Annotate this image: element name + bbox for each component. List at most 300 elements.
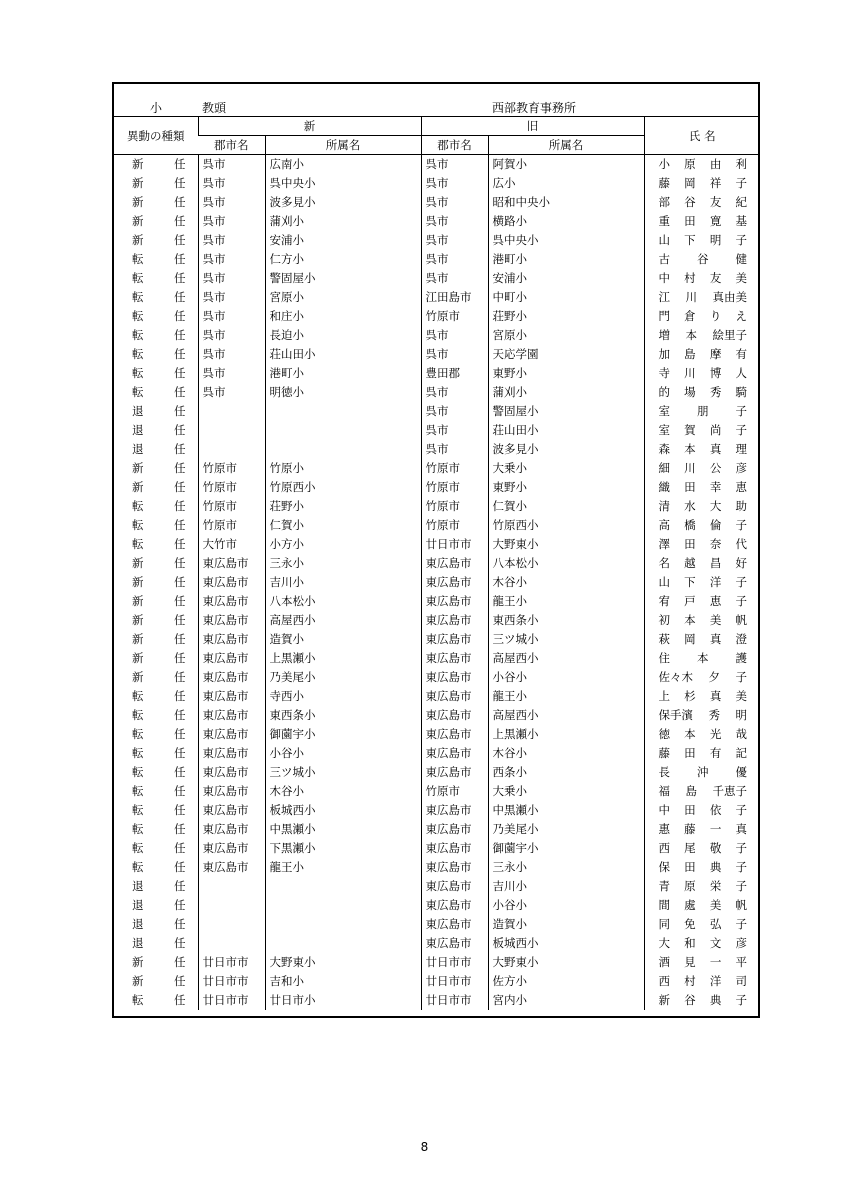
transfer-type-cell-parts: 転 任 — [132, 347, 186, 361]
new-city-cell: 廿日市市 — [198, 991, 265, 1010]
table-row — [114, 174, 760, 193]
old-school-cell: 東野小 — [488, 364, 644, 383]
new-city-cell: 呉市 — [198, 269, 265, 288]
table-row — [114, 250, 760, 269]
old-school-cell: 中町小 — [488, 288, 644, 307]
table-row — [114, 193, 760, 212]
old-school-cell: 吉川小 — [488, 877, 644, 896]
person-name-cell-parts: 室 朋 子 — [658, 404, 747, 418]
transfer-type-cell — [114, 383, 198, 402]
new-school-cell — [265, 915, 421, 934]
table-row — [114, 858, 760, 877]
old-city-cell: 竹原市 — [421, 307, 488, 326]
person-name-cell-parts: 同 免 弘 子 — [658, 917, 747, 931]
old-city-cell: 東広島市 — [421, 839, 488, 858]
transfer-type-cell — [114, 763, 198, 782]
person-name-cell — [644, 725, 760, 744]
new-school-cell: 荘野小 — [265, 497, 421, 516]
transfer-type-cell — [114, 592, 198, 611]
transfer-type-cell-parts: 転 任 — [132, 860, 186, 874]
old-school-cell: 龍王小 — [488, 687, 644, 706]
old-city-cell: 東広島市 — [421, 896, 488, 915]
person-name-cell-parts: 西 村 洋 司 — [658, 974, 747, 988]
new-school-cell: 三ツ城小 — [265, 763, 421, 782]
person-name-cell — [644, 193, 760, 212]
transfer-type-cell-parts: 転 任 — [132, 746, 186, 760]
transfer-type-cell-parts: 転 任 — [132, 252, 186, 266]
transfer-type-cell-parts: 新 任 — [132, 480, 186, 494]
new-city-cell: 呉市 — [198, 155, 265, 175]
person-name-cell-parts: 加 島 摩 有 — [658, 347, 747, 361]
new-school-cell: 三永小 — [265, 554, 421, 573]
person-name-cell — [644, 288, 760, 307]
old-city-cell: 呉市 — [421, 402, 488, 421]
transfer-type-cell — [114, 250, 198, 269]
person-name-cell-parts: 住 本 護 — [658, 651, 747, 665]
new-school-cell: 寺西小 — [265, 687, 421, 706]
old-school-cell: 中黒瀬小 — [488, 801, 644, 820]
table-row — [114, 326, 760, 345]
table-row — [114, 497, 760, 516]
old-school-cell: 木谷小 — [488, 573, 644, 592]
old-school-cell: 板城西小 — [488, 934, 644, 953]
table-row — [114, 573, 760, 592]
person-name-cell — [644, 402, 760, 421]
old-city-cell: 呉市 — [421, 269, 488, 288]
transfer-type-cell — [114, 193, 198, 212]
transfer-type-cell — [114, 744, 198, 763]
new-school-cell: 和庄小 — [265, 307, 421, 326]
person-name-cell — [644, 497, 760, 516]
new-city-cell: 呉市 — [198, 364, 265, 383]
person-name-cell-parts: 室 賀 尚 子 — [658, 423, 747, 437]
header-old: 旧 — [421, 117, 644, 136]
person-name-cell — [644, 440, 760, 459]
old-school-cell: 大野東小 — [488, 535, 644, 554]
transfer-type-cell-parts: 転 任 — [132, 727, 186, 741]
person-name-cell — [644, 972, 760, 991]
person-name-cell — [644, 535, 760, 554]
new-school-cell: 波多見小 — [265, 193, 421, 212]
new-city-cell: 東広島市 — [198, 668, 265, 687]
old-city-cell: 東広島市 — [421, 744, 488, 763]
old-school-cell: 三ツ城小 — [488, 630, 644, 649]
transfer-type-cell — [114, 288, 198, 307]
old-city-cell: 呉市 — [421, 326, 488, 345]
table-row — [114, 611, 760, 630]
table-row — [114, 516, 760, 535]
old-city-cell: 竹原市 — [421, 497, 488, 516]
new-school-cell: 造賀小 — [265, 630, 421, 649]
new-school-cell: 竹原小 — [265, 459, 421, 478]
new-city-cell: 東広島市 — [198, 687, 265, 706]
new-city-cell: 呉市 — [198, 193, 265, 212]
new-city-cell — [198, 421, 265, 440]
table-row — [114, 706, 760, 725]
transfer-type-cell — [114, 725, 198, 744]
new-school-cell — [265, 440, 421, 459]
table-row — [114, 915, 760, 934]
old-city-cell: 江田島市 — [421, 288, 488, 307]
new-city-cell — [198, 915, 265, 934]
new-city-cell: 呉市 — [198, 326, 265, 345]
transfer-type-cell-parts: 新 任 — [132, 556, 186, 570]
old-city-cell: 呉市 — [421, 250, 488, 269]
old-school-cell: 横路小 — [488, 212, 644, 231]
transfer-type-cell-parts: 転 任 — [132, 328, 186, 342]
person-name-cell — [644, 516, 760, 535]
transfer-type-cell — [114, 801, 198, 820]
old-city-cell: 豊田郡 — [421, 364, 488, 383]
person-name-cell — [644, 269, 760, 288]
new-school-cell: 廿日市小 — [265, 991, 421, 1010]
person-name-cell — [644, 573, 760, 592]
header-old-city: 郡市名 — [421, 136, 488, 155]
person-name-cell-parts: 間 處 美 帆 — [658, 898, 747, 912]
new-city-cell: 東広島市 — [198, 839, 265, 858]
new-city-cell — [198, 402, 265, 421]
person-name-cell — [644, 250, 760, 269]
new-school-cell: 港町小 — [265, 364, 421, 383]
old-school-cell: 三永小 — [488, 858, 644, 877]
old-school-cell: 宮内小 — [488, 991, 644, 1010]
old-school-cell: 天応学園 — [488, 345, 644, 364]
transfer-type-cell — [114, 440, 198, 459]
new-city-cell: 廿日市市 — [198, 972, 265, 991]
table-row — [114, 687, 760, 706]
transfer-type-cell-parts: 退 任 — [132, 917, 186, 931]
old-school-cell: 仁賀小 — [488, 497, 644, 516]
old-school-cell: 蒲刈小 — [488, 383, 644, 402]
table-row — [114, 991, 760, 1010]
old-school-cell: 高屋西小 — [488, 649, 644, 668]
old-school-cell: 高屋西小 — [488, 706, 644, 725]
new-school-cell: 東西条小 — [265, 706, 421, 725]
transfer-type-cell — [114, 706, 198, 725]
table-titlebar — [114, 84, 758, 116]
transfer-type-cell — [114, 155, 198, 175]
new-city-cell: 呉市 — [198, 231, 265, 250]
person-name-cell — [644, 345, 760, 364]
table-row — [114, 535, 760, 554]
transfer-type-cell — [114, 573, 198, 592]
old-school-cell: 大乗小 — [488, 459, 644, 478]
new-city-cell — [198, 934, 265, 953]
old-city-cell: 竹原市 — [421, 478, 488, 497]
table-row — [114, 801, 760, 820]
header-name: 氏 名 — [644, 117, 760, 155]
transfer-type-cell — [114, 402, 198, 421]
person-name-cell — [644, 820, 760, 839]
person-name-cell — [644, 155, 760, 175]
person-name-cell — [644, 839, 760, 858]
transfer-type-cell-parts: 転 任 — [132, 993, 186, 1007]
new-city-cell: 竹原市 — [198, 478, 265, 497]
new-school-cell: 高屋西小 — [265, 611, 421, 630]
old-school-cell: 昭和中央小 — [488, 193, 644, 212]
old-school-cell: 竹原西小 — [488, 516, 644, 535]
old-school-cell: 呉中央小 — [488, 231, 644, 250]
header-new-city: 郡市名 — [198, 136, 265, 155]
person-name-cell-parts: 佐々木 夕 子 — [658, 670, 747, 684]
old-school-cell: 安浦小 — [488, 269, 644, 288]
table-row — [114, 383, 760, 402]
old-city-cell: 東広島市 — [421, 706, 488, 725]
transfer-type-cell-parts: 転 任 — [132, 290, 186, 304]
table-row — [114, 402, 760, 421]
table-row — [114, 364, 760, 383]
person-name-cell-parts: 増 本 絵里子 — [658, 328, 747, 342]
transfer-type-cell — [114, 972, 198, 991]
old-school-cell: 宮原小 — [488, 326, 644, 345]
new-city-cell: 廿日市市 — [198, 953, 265, 972]
transfer-type-cell — [114, 421, 198, 440]
person-name-cell — [644, 174, 760, 193]
new-city-cell: 東広島市 — [198, 858, 265, 877]
old-school-cell: 大乗小 — [488, 782, 644, 801]
transfer-type-cell-parts: 転 任 — [132, 822, 186, 836]
person-name-cell-parts: 上 杉 真 美 — [658, 689, 747, 703]
new-city-cell: 竹原市 — [198, 459, 265, 478]
person-name-cell-parts: 萩 岡 真 澄 — [658, 632, 747, 646]
person-name-cell-parts: 名 越 昌 好 — [658, 556, 747, 570]
old-city-cell: 東広島市 — [421, 877, 488, 896]
transfer-type-cell — [114, 839, 198, 858]
transfer-type-cell-parts: 新 任 — [132, 233, 186, 247]
person-name-cell-parts: 山 下 洋 子 — [658, 575, 747, 589]
old-city-cell: 東広島市 — [421, 649, 488, 668]
transfer-type-cell-parts: 退 任 — [132, 879, 186, 893]
new-city-cell: 東広島市 — [198, 630, 265, 649]
person-name-cell-parts: 重 田 寛 基 — [658, 214, 747, 228]
new-city-cell: 東広島市 — [198, 801, 265, 820]
new-school-cell: 下黒瀬小 — [265, 839, 421, 858]
table-row — [114, 630, 760, 649]
transfer-type-cell-parts: 転 任 — [132, 518, 186, 532]
transfer-type-cell — [114, 326, 198, 345]
new-school-cell: 龍王小 — [265, 858, 421, 877]
new-school-cell: 吉和小 — [265, 972, 421, 991]
old-city-cell: 呉市 — [421, 345, 488, 364]
person-name-cell — [644, 364, 760, 383]
old-school-cell: 乃美尾小 — [488, 820, 644, 839]
person-name-cell-parts: 藤 田 有 記 — [658, 746, 747, 760]
person-name-cell — [644, 744, 760, 763]
transfer-type-cell-parts: 転 任 — [132, 537, 186, 551]
table-row — [114, 820, 760, 839]
person-name-cell — [644, 991, 760, 1010]
old-city-cell: 東広島市 — [421, 858, 488, 877]
transfer-type-cell-parts: 転 任 — [132, 366, 186, 380]
old-city-cell: 東広島市 — [421, 915, 488, 934]
transfer-type-cell-parts: 新 任 — [132, 632, 186, 646]
old-school-cell: 御薗宇小 — [488, 839, 644, 858]
new-school-cell: 八本松小 — [265, 592, 421, 611]
person-name-cell — [644, 649, 760, 668]
old-city-cell: 東広島市 — [421, 801, 488, 820]
table-row — [114, 212, 760, 231]
old-city-cell: 東広島市 — [421, 668, 488, 687]
transfer-type-cell — [114, 649, 198, 668]
table-row — [114, 649, 760, 668]
transfer-type-cell — [114, 953, 198, 972]
new-city-cell: 呉市 — [198, 174, 265, 193]
transfer-type-cell — [114, 668, 198, 687]
table-body — [114, 155, 760, 1011]
transfer-type-cell — [114, 991, 198, 1010]
person-name-cell-parts: 小 原 由 利 — [658, 157, 747, 171]
person-name-cell-parts: 澤 田 奈 代 — [658, 537, 747, 551]
new-city-cell: 竹原市 — [198, 516, 265, 535]
person-name-cell — [644, 877, 760, 896]
new-city-cell — [198, 896, 265, 915]
new-city-cell: 東広島市 — [198, 592, 265, 611]
new-city-cell: 東広島市 — [198, 744, 265, 763]
old-city-cell: 呉市 — [421, 421, 488, 440]
person-name-cell-parts: 惠 藤 一 真 — [658, 822, 747, 836]
transfer-type-cell-parts: 新 任 — [132, 195, 186, 209]
new-school-cell: 警固屋小 — [265, 269, 421, 288]
table-row — [114, 782, 760, 801]
table-row — [114, 345, 760, 364]
transfer-type-cell-parts: 転 任 — [132, 271, 186, 285]
new-school-cell: 宮原小 — [265, 288, 421, 307]
person-name-cell — [644, 896, 760, 915]
transfer-type-cell-parts: 新 任 — [132, 955, 186, 969]
new-city-cell: 呉市 — [198, 383, 265, 402]
old-school-cell: 西条小 — [488, 763, 644, 782]
old-city-cell: 廿日市市 — [421, 972, 488, 991]
new-school-cell — [265, 402, 421, 421]
old-school-cell: 東野小 — [488, 478, 644, 497]
position-label: 教頭 — [202, 101, 227, 115]
old-school-cell: 龍王小 — [488, 592, 644, 611]
person-name-cell — [644, 421, 760, 440]
old-school-cell: 荘野小 — [488, 307, 644, 326]
person-name-cell-parts: 的 場 秀 騎 — [658, 385, 747, 399]
transfer-type-cell-parts: 転 任 — [132, 765, 186, 779]
transfer-type-cell-parts: 新 任 — [132, 157, 186, 171]
table-row — [114, 725, 760, 744]
transfer-type-cell — [114, 611, 198, 630]
old-city-cell: 東広島市 — [421, 725, 488, 744]
transfer-type-cell — [114, 364, 198, 383]
old-city-cell: 呉市 — [421, 174, 488, 193]
person-name-cell-parts: 古 谷 健 — [658, 252, 747, 266]
old-city-cell: 東広島市 — [421, 592, 488, 611]
transfer-type-cell-parts: 転 任 — [132, 841, 186, 855]
new-city-cell: 東広島市 — [198, 573, 265, 592]
old-city-cell: 竹原市 — [421, 782, 488, 801]
new-school-cell: 板城西小 — [265, 801, 421, 820]
transfer-type-cell-parts: 新 任 — [132, 176, 186, 190]
person-name-cell-parts: 保手濱 秀 明 — [658, 708, 747, 722]
table-row — [114, 288, 760, 307]
old-city-cell: 呉市 — [421, 193, 488, 212]
person-name-cell-parts: 宥 戸 恵 子 — [658, 594, 747, 608]
new-school-cell: 小方小 — [265, 535, 421, 554]
person-name-cell-parts: 寺 川 博 人 — [658, 366, 747, 380]
old-school-cell: 港町小 — [488, 250, 644, 269]
transfer-type-cell — [114, 212, 198, 231]
transfer-type-cell — [114, 231, 198, 250]
transfer-type-cell-parts: 新 任 — [132, 214, 186, 228]
person-name-cell-parts: 福 島 千恵子 — [658, 784, 747, 798]
person-name-cell — [644, 231, 760, 250]
person-name-cell-parts: 細 川 公 彦 — [658, 461, 747, 475]
old-city-cell: 廿日市市 — [421, 991, 488, 1010]
person-name-cell — [644, 953, 760, 972]
transfer-type-cell — [114, 915, 198, 934]
transfer-type-cell-parts: 退 任 — [132, 442, 186, 456]
new-school-cell: 仁賀小 — [265, 516, 421, 535]
header-new-school: 所属名 — [265, 136, 421, 155]
transfer-type-cell-parts: 転 任 — [132, 784, 186, 798]
new-city-cell: 東広島市 — [198, 611, 265, 630]
person-name-cell-parts: 森 本 真 理 — [658, 442, 747, 456]
old-city-cell: 東広島市 — [421, 611, 488, 630]
old-city-cell: 呉市 — [421, 383, 488, 402]
table-row — [114, 307, 760, 326]
transfer-type-cell-parts: 転 任 — [132, 689, 186, 703]
person-name-cell — [644, 630, 760, 649]
transfer-type-cell-parts: 退 任 — [132, 898, 186, 912]
new-city-cell — [198, 440, 265, 459]
person-name-cell-parts: 西 尾 敬 子 — [658, 841, 747, 855]
old-school-cell: 広小 — [488, 174, 644, 193]
new-city-cell: 呉市 — [198, 250, 265, 269]
table-row — [114, 459, 760, 478]
table-row — [114, 744, 760, 763]
person-name-cell-parts: 清 水 大 助 — [658, 499, 747, 513]
table-row — [114, 972, 760, 991]
person-name-cell — [644, 687, 760, 706]
old-school-cell: 東西条小 — [488, 611, 644, 630]
person-name-cell-parts: 長 沖 優 — [658, 765, 747, 779]
transfer-type-cell — [114, 269, 198, 288]
transfer-type-cell-parts: 転 任 — [132, 803, 186, 817]
old-school-cell: 造賀小 — [488, 915, 644, 934]
person-name-cell-parts: 江 川 真由美 — [658, 290, 747, 304]
old-school-cell: 荘山田小 — [488, 421, 644, 440]
old-city-cell: 廿日市市 — [421, 535, 488, 554]
transfer-type-cell-parts: 転 任 — [132, 385, 186, 399]
new-city-cell: 東広島市 — [198, 763, 265, 782]
new-school-cell: 乃美尾小 — [265, 668, 421, 687]
transfer-type-cell-parts: 新 任 — [132, 670, 186, 684]
new-school-cell — [265, 896, 421, 915]
new-school-cell: 上黒瀬小 — [265, 649, 421, 668]
table-row — [114, 421, 760, 440]
new-city-cell: 呉市 — [198, 212, 265, 231]
transfer-type-cell-parts: 新 任 — [132, 613, 186, 627]
person-name-cell — [644, 706, 760, 725]
personnel-table-frame — [112, 82, 760, 1018]
table-row — [114, 440, 760, 459]
transfer-type-cell — [114, 877, 198, 896]
table-row — [114, 592, 760, 611]
new-city-cell: 大竹市 — [198, 535, 265, 554]
old-city-cell: 東広島市 — [421, 934, 488, 953]
transfer-type-cell — [114, 535, 198, 554]
old-city-cell: 竹原市 — [421, 516, 488, 535]
new-city-cell: 呉市 — [198, 288, 265, 307]
old-city-cell: 呉市 — [421, 231, 488, 250]
new-city-cell: 東広島市 — [198, 782, 265, 801]
transfer-type-cell — [114, 782, 198, 801]
new-city-cell: 東広島市 — [198, 725, 265, 744]
person-name-cell-parts: 山 下 明 子 — [658, 233, 747, 247]
